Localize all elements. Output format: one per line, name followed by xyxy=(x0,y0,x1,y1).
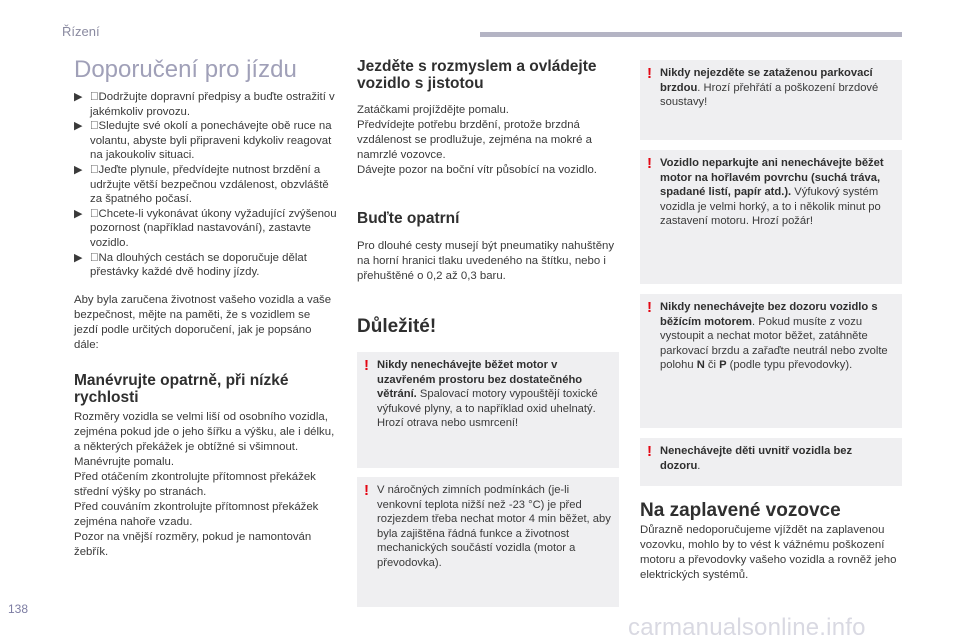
list-item-text: Jeďte plynule, předvídejte nutnost brzdění a udržujte větší bezpečnou vzdálenost, obzvláště za špatného počasí. xyxy=(90,163,329,206)
arrow-bullet-icon: ▶ xyxy=(74,251,83,264)
arrow-bullet-icon: ▶ xyxy=(74,91,83,103)
list-item xyxy=(74,207,342,251)
list-item xyxy=(74,119,342,163)
warning-box-ventilation xyxy=(357,352,619,468)
list-item-text: Chcete-li vykonávat úkony vyžadující zvýšenou pozornost (například nastavování), zastavte vozidlo. xyxy=(90,207,337,249)
heading-important: Důležité! xyxy=(357,316,437,337)
intro-paragraph: Aby byla zaručena životnost vašeho vozidla a vaše bezpečnost, mějte na paměti, že s vozidlem se jezdí podle určitých doporučení, jak je popsáno dále: xyxy=(74,294,332,351)
heading-drive-carefully: Jezděte s rozmyslem a ovládejte vozidlo s jistotou xyxy=(357,58,597,92)
heading-flooded-road: Na zaplavené vozovce xyxy=(640,500,841,521)
arrow-bullet-icon: ▶ xyxy=(74,207,83,220)
warning-exclamation-icon: ! xyxy=(364,482,369,499)
warning-box-parking-brake xyxy=(640,60,902,140)
section-text-maneuver: Rozměry vozidla se velmi liší od osobního vozidla, zejména pokud jde o jeho šířku a výšku, ale i délku, a některých překážek je obtížné si všimnout. Manévrujte pomalu. Před otáčením zkontrolujte přítomnost překážek střední výšky po stranách. Před couváním zkontrolujte přítomnost překážek zejména nahoře vzadu. Pozor na vnější rozměry, pokud je namontován žebřík. xyxy=(74,411,335,558)
list-item-text: Na dlouhých cestách se doporučuje dělat přestávky každé dvě hodiny jízdy. xyxy=(90,251,307,279)
warning-exclamation-icon: ! xyxy=(647,299,652,316)
warning-text: Nenechávejte děti uvnitř vozidla bez dozoru. xyxy=(660,445,853,472)
section-title: Řízení xyxy=(62,24,100,39)
warning-box-flammable-surface xyxy=(640,150,902,284)
list-item-text: Sledujte své okolí a ponechávejte obě ruce na volantu, abyste byli připraveni kdykoliv reagovat na jakoukoliv situaci. xyxy=(90,120,332,162)
text-be-careful: Pro dlouhé cesty musejí být pneumatiky nahuštěny na horní hranici tlaku uvedeného na štítku, nebo i přehuštěné o 0,2 až 0,3 baru. xyxy=(357,240,615,282)
page-number: 138 xyxy=(8,602,29,616)
warning-text: Vozidlo neparkujte ani nenechávejte běžet motor na hořlavém povrchu (suchá tráva, spadané listí, papír atd.). Výfukový systém vozidla je velmi horký, a to i několik minut po zastavení motoru. Hrozí požár! xyxy=(660,157,884,228)
list-item xyxy=(74,251,342,280)
heading-be-careful: Buďte opatrní xyxy=(357,210,460,227)
warning-box-unattended-engine xyxy=(640,294,902,428)
page-title: Doporučení pro jízdu xyxy=(74,56,297,83)
warning-box-winter xyxy=(357,477,619,607)
list-item-text: Dodržujte dopravní předpisy a buďte ostražití v jakémkoliv provozu. xyxy=(90,91,335,118)
list-item xyxy=(74,90,342,119)
warning-exclamation-icon: ! xyxy=(647,65,652,82)
text-drive-carefully: Zatáčkami projíždějte pomalu. Předvídejte potřebu brzdění, protože brzdná vzdálenost se prodlužuje, zejména na mokré a namrzlé vozovce. Dávejte pozor na boční vítr působící na vozidlo. xyxy=(357,104,597,176)
warning-text: Nikdy nenechávejte běžet motor v uzavřeném prostoru bez dostatečného větrání. Spalovací motory vypouštějí toxické výfukové plyny, a to například oxid uhelnatý. Hrozí otrava nebo usmrcení! xyxy=(377,359,598,430)
warning-box-children xyxy=(640,438,902,486)
text-flooded-road: Důrazně nedoporučujeme vjíždět na zaplavenou vozovku, mohlo by to vést k vážnému poškození motoru a převodovky vašeho vozidla a rovněž jeho elektrických systémů. xyxy=(640,524,897,581)
warning-exclamation-icon: ! xyxy=(647,155,652,172)
warning-text: Nikdy nenechávejte bez dozoru vozidlo s běžícím motorem. Pokud musíte z vozu vystoupit a nechat motor běžet, zatáhněte parkovací brzdu a zařaďte neutrál nebo zvolte polohu N či P (podle typu převodovky). xyxy=(660,301,888,372)
watermark: carmanualsonline.info xyxy=(628,614,866,640)
arrow-bullet-icon: ▶ xyxy=(74,163,83,176)
warning-exclamation-icon: ! xyxy=(647,443,652,460)
warning-exclamation-icon: ! xyxy=(364,357,369,374)
warning-text: V náročných zimních podmínkách (je-li venkovní teplota nižší než -23 °C) je před rozjezdem třeba nechat motor 4 min běžet, aby byla zajištěna řádná funkce a životnost mechanických součástí vozidla (motor a převodovka). xyxy=(377,484,611,569)
arrow-bullet-icon: ▶ xyxy=(74,120,83,133)
list-item xyxy=(74,163,342,207)
section-heading-maneuver: Manévrujte opatrně, při nízké rychlosti xyxy=(74,372,289,406)
recommendation-list xyxy=(74,90,342,280)
warning-text: Nikdy nejezděte se zataženou parkovací brzdou. Hrozí přehřátí a poškození brzdové soustavy! xyxy=(660,67,879,109)
header-bar xyxy=(480,32,902,37)
